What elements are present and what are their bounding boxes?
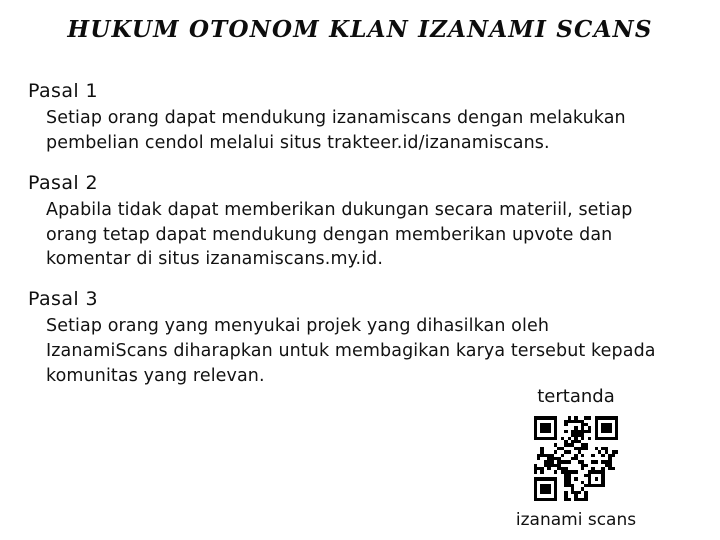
signature-label: tertanda xyxy=(537,386,615,408)
article-item xyxy=(28,172,688,273)
page-title: HUKUM OTONOM KLAN IZANAMI SCANS xyxy=(67,16,653,43)
article-heading: Pasal 2 xyxy=(28,171,98,194)
articles-list xyxy=(28,80,688,408)
qr-code-wrapper xyxy=(476,413,676,504)
article-item xyxy=(28,80,688,156)
qr-code-icon xyxy=(531,413,622,504)
signature-name: izanami scans xyxy=(515,510,637,530)
article-body: Apabila tidak dapat memberikan dukungan secara materiil, setiap orang tetap dapat mendukung dengan memberikan upvote dan komentar di situs izanamiscans.my.id. xyxy=(46,199,633,270)
article-body: Setiap orang yang menyukai projek yang dihasilkan oleh IzanamiScans diharapkan untuk membagikan karya tersebut kepada komunitas yang relevan. xyxy=(46,316,656,386)
article-item xyxy=(28,288,688,389)
article-heading: Pasal 3 xyxy=(28,288,98,311)
article-body: Setiap orang dapat mendukung izanamiscans dengan melakukan pembelian cendol melalui situs trakteer.id/izanamiscans. xyxy=(46,108,626,153)
article-heading: Pasal 1 xyxy=(28,80,98,102)
signature-block xyxy=(476,386,676,530)
